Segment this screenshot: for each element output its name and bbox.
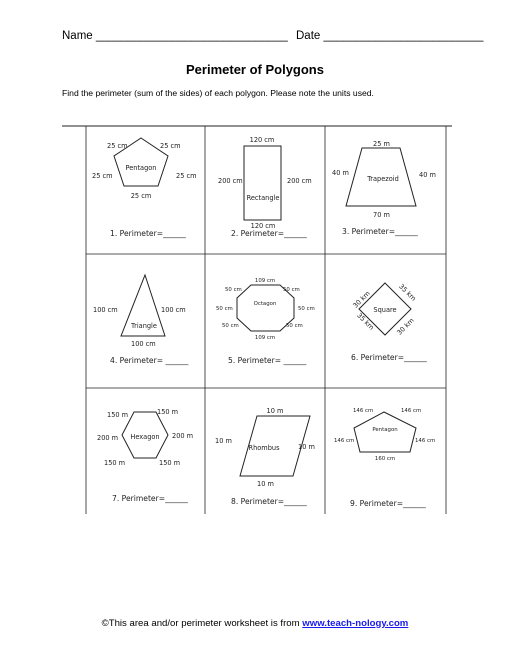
p1-side-5: 25 cm (130, 192, 152, 200)
p7-side-5: 150 m (104, 459, 126, 467)
p5-side-2: 50 cm (225, 287, 242, 293)
p9-side-3: 146 cm (334, 438, 355, 444)
p7-side-4: 200 m (172, 432, 194, 440)
p5-prompt: 5. Perimeter= ______ (228, 356, 307, 365)
p8-side-2: 10 m (215, 437, 232, 445)
problem-4-triangle (93, 275, 188, 365)
p9-side-4: 146 cm (415, 438, 436, 444)
footer (0, 618, 510, 629)
p3-side-4: 70 m (373, 211, 390, 219)
p3-prompt: 3. Perimeter=______ (342, 227, 418, 236)
p3-shape-label: Trapezoid (367, 175, 399, 183)
footer-text: ©This area and/or perimeter worksheet is from (101, 618, 303, 629)
p6-side-2: 35 km (397, 282, 418, 303)
problem-6-square (351, 282, 427, 362)
p5-side-4: 50 cm (216, 306, 233, 312)
p7-prompt: 7. Perimeter=______ (112, 494, 188, 503)
problem-7-hexagon (97, 408, 193, 503)
p1-shape-label: Pentagon (125, 164, 157, 172)
p2-side-3: 200 cm (287, 177, 312, 185)
problem-2-rectangle (218, 136, 312, 238)
p5-side-1: 109 cm (254, 278, 276, 284)
p1-side-2: 25 cm (160, 142, 181, 150)
p7-side-3: 200 m (97, 434, 119, 442)
p7-side-6: 150 m (159, 459, 181, 467)
p5-side-7: 50 cm (286, 323, 303, 329)
p6-side-3: 35 km (355, 311, 376, 332)
p5-side-5: 50 cm (298, 306, 315, 312)
p1-side-3: 25 cm (92, 172, 113, 180)
p7-shape-label: Hexagon (130, 433, 160, 441)
instructions: Find the perimeter (sum of the sides) of each polygon. Please note the units used. (62, 88, 374, 98)
problem-9-pentagon (334, 408, 435, 508)
p8-side-4: 10 m (257, 480, 274, 488)
footer-link[interactable]: www.teach-nology.com (302, 618, 409, 629)
p5-side-3: 50 cm (283, 287, 300, 293)
p2-side-2: 200 cm (218, 177, 243, 185)
p2-shape-label: Rectangle (246, 194, 280, 202)
p3-side-3: 40 m (419, 171, 436, 179)
p8-side-1: 10 m (266, 407, 284, 415)
p1-side-4: 25 cm (176, 172, 197, 180)
p4-side-1: 100 cm (93, 306, 118, 314)
date-field-label: Date _________________________ (296, 30, 484, 42)
p2-side-1: 120 cm (249, 136, 275, 144)
p5-shape-label: Octagon (253, 301, 277, 307)
p2-side-4: 120 cm (250, 222, 276, 230)
problem-1-pentagon (92, 138, 197, 238)
p8-prompt: 8. Perimeter=______ (231, 497, 307, 506)
p2-prompt: 2. Perimeter=______ (231, 229, 307, 238)
p6-side-4: 30 km (395, 316, 416, 337)
p6-prompt: 6. Perimeter=______ (351, 353, 427, 362)
p8-side-3: 10 m (298, 443, 315, 451)
name-field-label: Name ______________________________ (62, 30, 288, 42)
p6-shape-label: Square (373, 306, 397, 314)
problem-8-rhombus (215, 407, 315, 506)
p9-side-5: 160 cm (374, 456, 396, 462)
p4-shape-label: Triangle (131, 322, 157, 330)
p5-side-8: 109 cm (254, 335, 276, 341)
p4-side-2: 100 cm (161, 306, 186, 314)
p7-side-1: 150 m (107, 411, 129, 419)
p9-side-1: 146 cm (353, 408, 374, 414)
p3-side-2: 40 m (332, 169, 349, 177)
p1-side-1: 25 cm (107, 142, 128, 150)
p1-prompt: 1. Perimeter=______ (110, 229, 186, 238)
p7-side-2: 150 m (157, 408, 179, 416)
p4-side-3: 100 cm (131, 340, 156, 348)
problem-5-octagon (216, 278, 315, 365)
p5-side-6: 50 cm (222, 323, 239, 329)
page-title: Perimeter of Polygons (186, 62, 324, 77)
p6-side-1: 30 km (351, 289, 372, 310)
p9-shape-label: Pentagon (372, 427, 398, 433)
p4-prompt: 4. Perimeter= ______ (110, 356, 189, 365)
p9-prompt: 9. Perimeter=______ (350, 499, 426, 508)
p3-side-1: 25 m (373, 140, 390, 148)
p9-side-2: 146 cm (401, 408, 422, 414)
p8-shape-label: Rhombus (248, 444, 280, 452)
problem-3-trapezoid (332, 140, 436, 236)
